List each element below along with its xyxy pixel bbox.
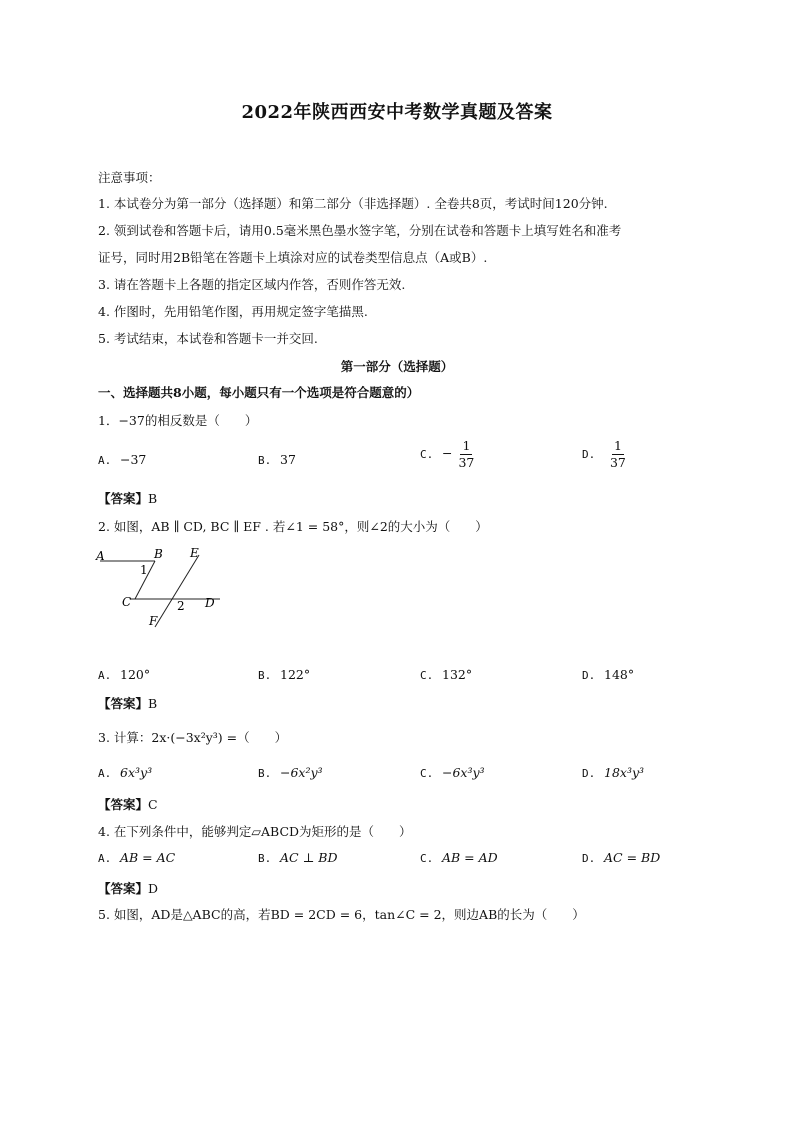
q3-stem: 3. 计算：2x·(−3x²y³) =（ ） [98, 730, 288, 745]
q1-answer: 【答案】B [98, 491, 158, 506]
label-a: A [96, 549, 105, 563]
notice-item-1: 1. 本试卷分为第一部分（选择题）和第二部分（非选择题）. 全卷共8页，考试时间120分钟. [98, 196, 608, 211]
q1-option-d-fraction: $\frac{1}{37}$ [609, 438, 626, 470]
label-angle-2: 2 [177, 599, 185, 613]
q1-option-c-fraction: $\frac{1}{37}$ [458, 438, 475, 470]
label-e: E [190, 546, 199, 560]
q5-stem: 5. 如图，AD是△ABC的高，若BD = 2CD = 6，tan∠C = 2，则边AB的长为（ ） [98, 907, 585, 922]
q2-answer: 【答案】B [98, 696, 158, 711]
q2-option-d: D. 148° [582, 667, 635, 682]
q1-option-c: C. − $\frac{1}{37}$ [420, 438, 475, 470]
q4-option-a: A. AB = AC [98, 850, 176, 865]
q3-answer: 【答案】C [98, 797, 158, 812]
notice-item-4: 4. 作图时，先用铅笔作图，再用规定签字笔描黑. [98, 304, 368, 319]
page-title: 2022年陕西西安中考数学真题及答案 [241, 102, 553, 123]
label-f: F [149, 614, 158, 628]
notice-item-2-cont: 证号，同时用2B铅笔在答题卡上填涂对应的试卷类型信息点（A或B）. [98, 250, 488, 265]
q2-option-b: B. 122° [258, 667, 311, 682]
label-d: D [205, 596, 215, 610]
label-b: B [154, 547, 163, 561]
label-angle-1: 1 [140, 563, 148, 577]
q3-option-d: D. 18x³y³ [582, 765, 645, 780]
q4-option-d: D. AC = BD [582, 850, 661, 865]
q4-option-b: B. AC ⊥ BD [258, 850, 338, 865]
q2-option-c: C. 132° [420, 667, 473, 682]
q2-option-a: A. 120° [98, 667, 151, 682]
q1-option-b: B. 37 [258, 452, 296, 467]
q1-option-a: A. −37 [98, 452, 147, 467]
q1-option-d: D. $\frac{1}{37}$ [582, 438, 626, 470]
notice-item-5: 5. 考试结束，本试卷和答题卡一并交回. [98, 331, 318, 346]
notice-heading: 注意事项： [98, 170, 161, 185]
notice-item-2: 2. 领到试卷和答题卡后，请用0.5毫米黑色墨水签字笔，分别在试卷和答题卡上填写姓名和准考 [98, 223, 622, 238]
q3-option-c: C. −6x³y³ [420, 765, 485, 780]
q1-stem: 1．−37的相反数是（ ） [98, 413, 258, 428]
part1-title: 第一部分（选择题） [340, 359, 454, 374]
q2-figure [92, 542, 232, 632]
line-ef [155, 555, 199, 627]
q3-option-a: A. 6x³y³ [98, 765, 153, 780]
q4-answer: 【答案】D [98, 881, 159, 896]
q3-option-b: B. −6x²y³ [258, 765, 323, 780]
q2-stem: 2. 如图，AB ∥ CD, BC ∥ EF . 若∠1 = 58°，则∠2的大小为（ ） [98, 519, 488, 534]
q4-option-c: C. AB = AD [420, 850, 498, 865]
section1-title: 一、选择题共8小题，每小题只有一个选项是符合题意的） [98, 385, 420, 400]
label-c: C [122, 595, 132, 609]
q4-stem: 4. 在下列条件中，能够判定▱ABCD为矩形的是（ ） [98, 824, 412, 839]
notice-item-3: 3. 请在答题卡上各题的指定区域内作答，否则作答无效. [98, 277, 406, 292]
